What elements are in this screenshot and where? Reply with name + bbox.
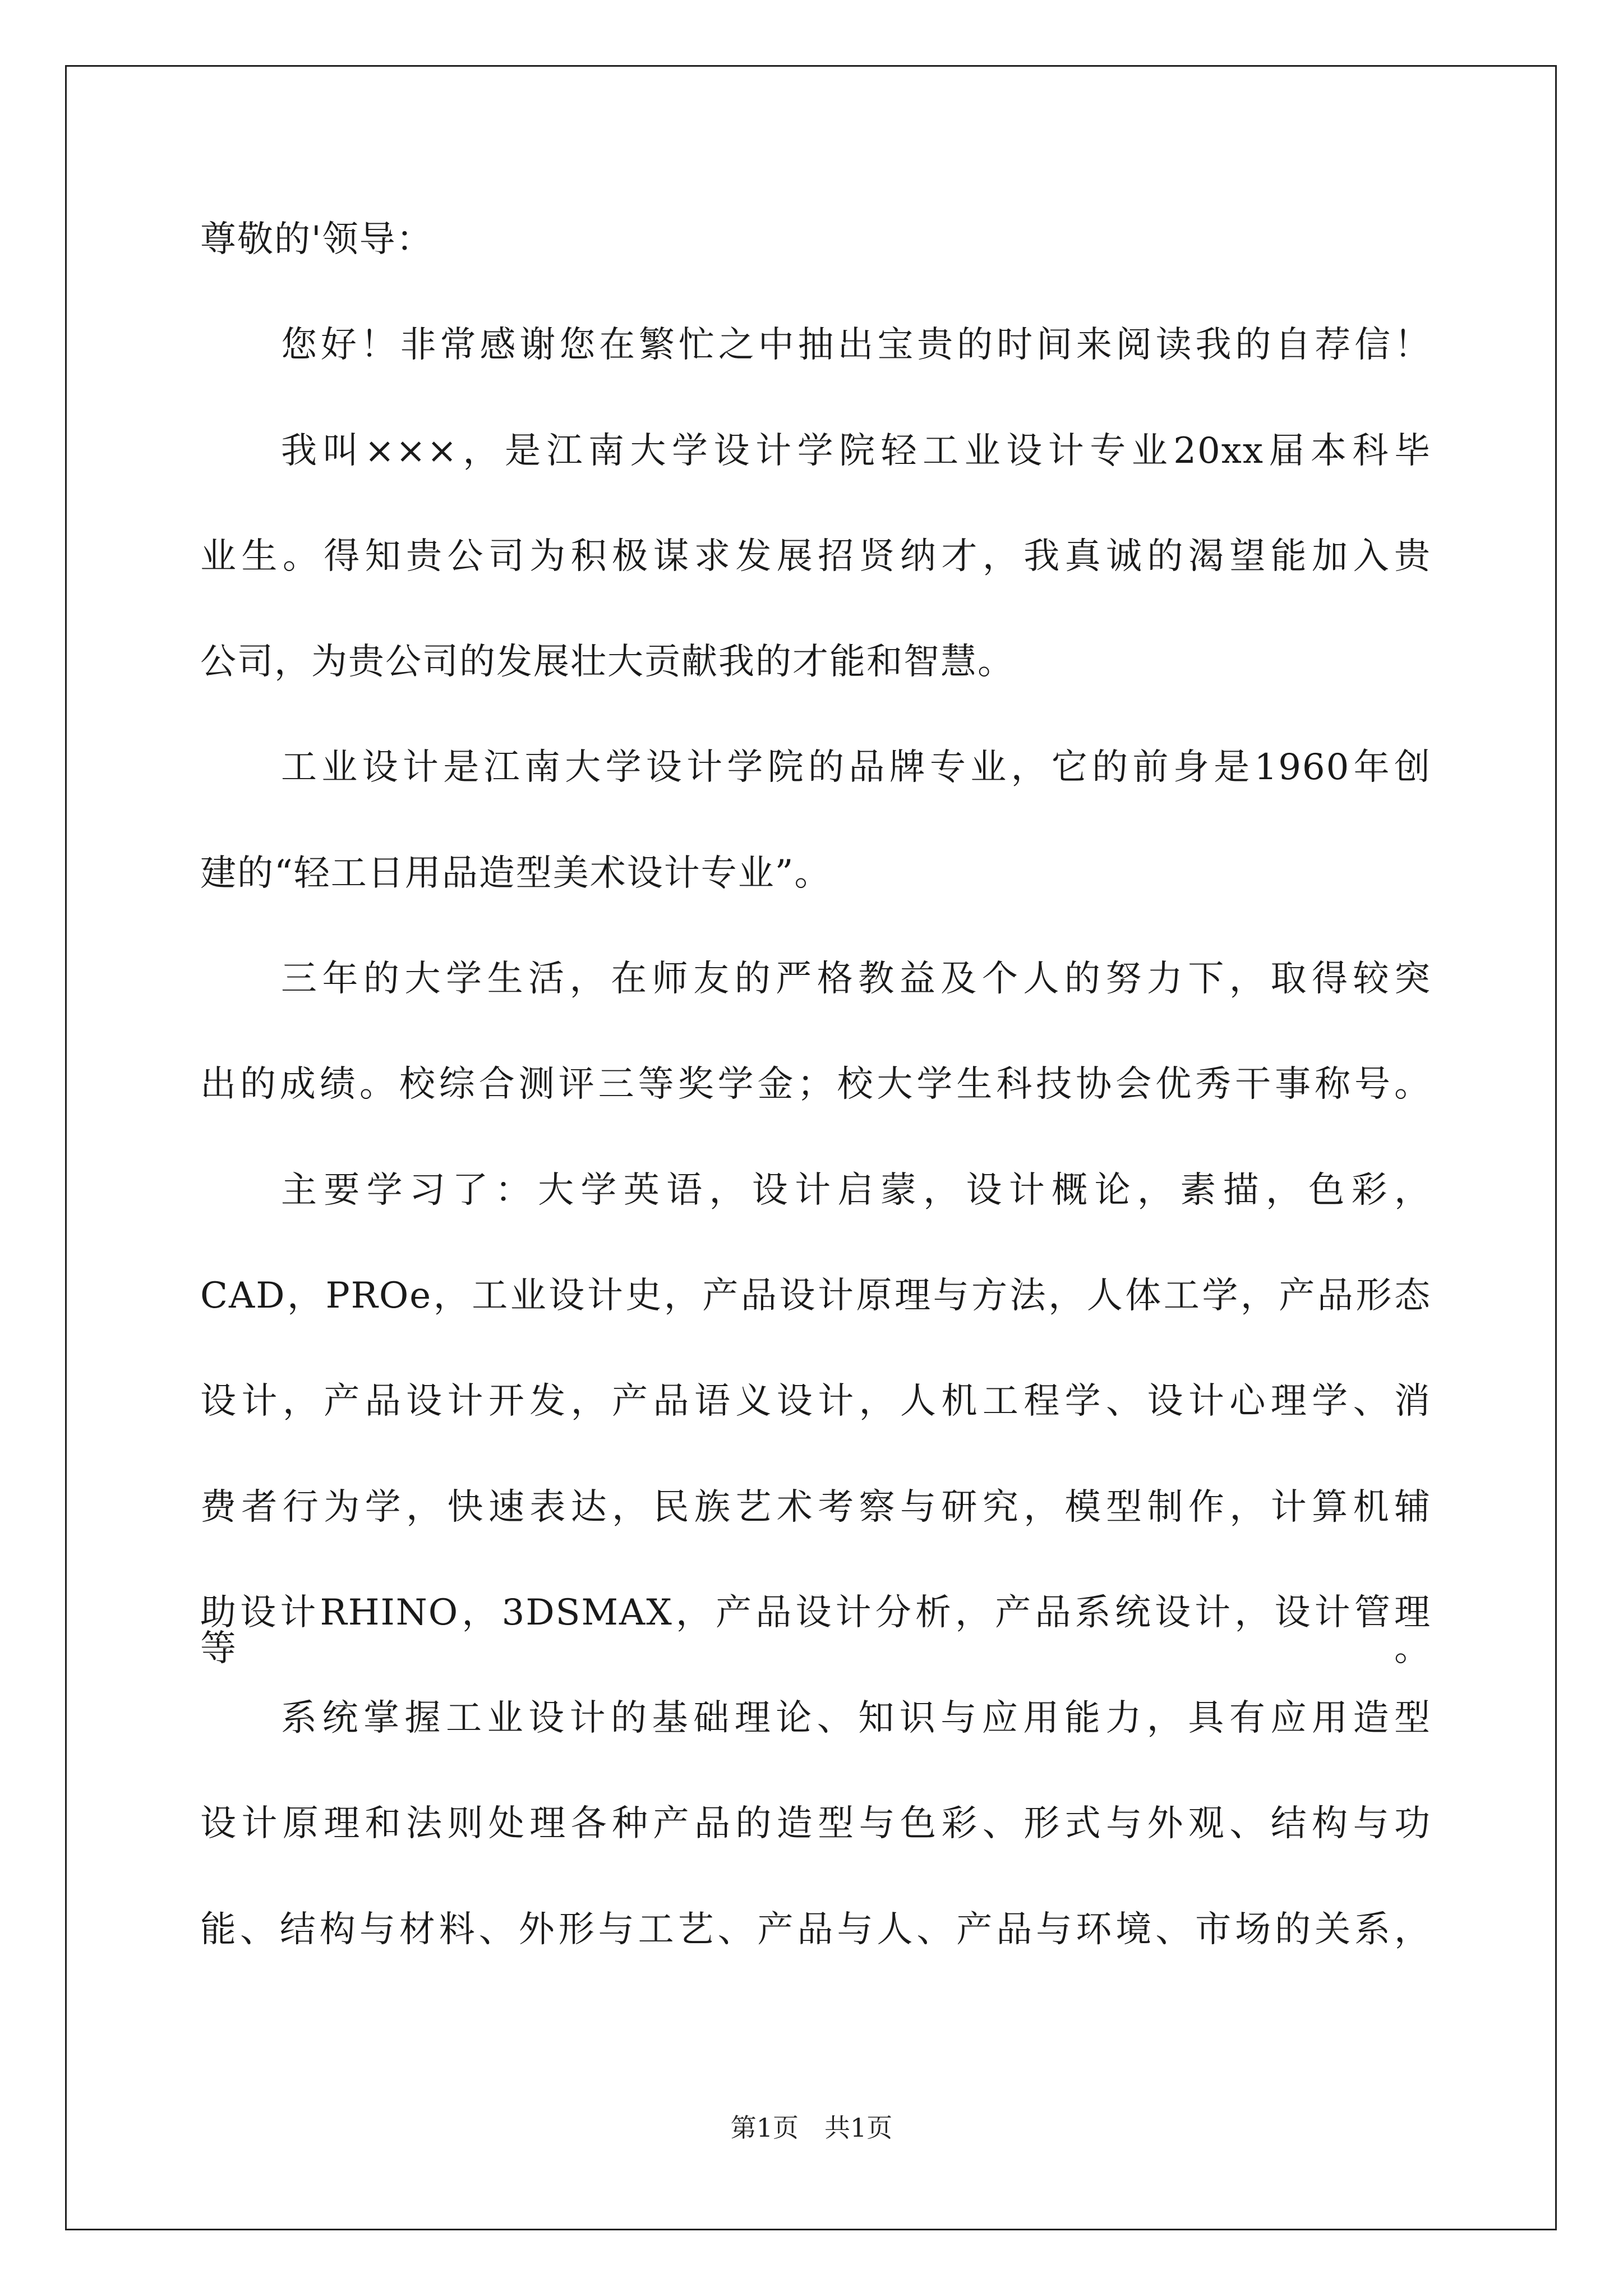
letter-body: [200, 219, 1431, 1950]
paragraph-line: 三年的大学生活，在师友的严格教益及个人的努力下，取得较突: [281, 958, 1431, 1000]
paragraph-line: 出的成绩。校综合测评三等奖学金；校大学生科技协会优秀干事称号。: [200, 1064, 1431, 1106]
paragraph-line: 建的“轻工日用品造型美术设计专业”。: [200, 852, 832, 894]
paragraph-line: 设计，产品设计开发，产品语义设计，人机工程学、设计心理学、消: [200, 1381, 1431, 1423]
paragraph-line: 系统掌握工业设计的基础理论、知识与应用能力，具有应用造型: [281, 1697, 1431, 1740]
paragraph-line: 能、结构与材料、外形与工艺、产品与人、产品与环境、市场的关系，: [200, 1908, 1431, 1950]
paragraph-line: 费者行为学，快速表达，民族艺术考察与研究，模型制作，计算机辅: [200, 1486, 1431, 1528]
paragraph-line: 工业设计是江南大学设计学院的品牌专业，它的前身是1960年创: [281, 747, 1431, 789]
salutation: 尊敬的'领导：: [200, 219, 434, 260]
paragraph-line: 主要学习了：大学英语，设计启蒙，设计概论，素描，色彩，: [281, 1169, 1431, 1211]
paragraph-line: 业生。得知贵公司为积极谋求发展招贤纳才，我真诚的渴望能加入贵: [200, 535, 1431, 577]
page-number-footer: 第1页 共1页: [730, 2113, 893, 2143]
paragraph-line: 公司，为贵公司的发展壮大贡献我的才能和智慧。: [200, 641, 1015, 683]
paragraph-line: 我叫×××，是江南大学设计学院轻工业设计专业20xx届本科毕: [281, 430, 1431, 472]
paragraph-line: 助设计RHINO，3DSMAX，产品设计分析，产品系统设计，设计管理等。: [200, 1591, 1431, 1669]
paragraph-line: 您好！非常感谢您在繁忙之中抽出宝贵的时间来阅读我的自荐信！: [281, 324, 1431, 366]
paragraph-line: CAD，PROe，工业设计史，产品设计原理与方法，人体工学，产品形态: [200, 1274, 1431, 1317]
paragraph-line: 设计原理和法则处理各种产品的造型与色彩、形式与外观、结构与功: [200, 1803, 1431, 1845]
